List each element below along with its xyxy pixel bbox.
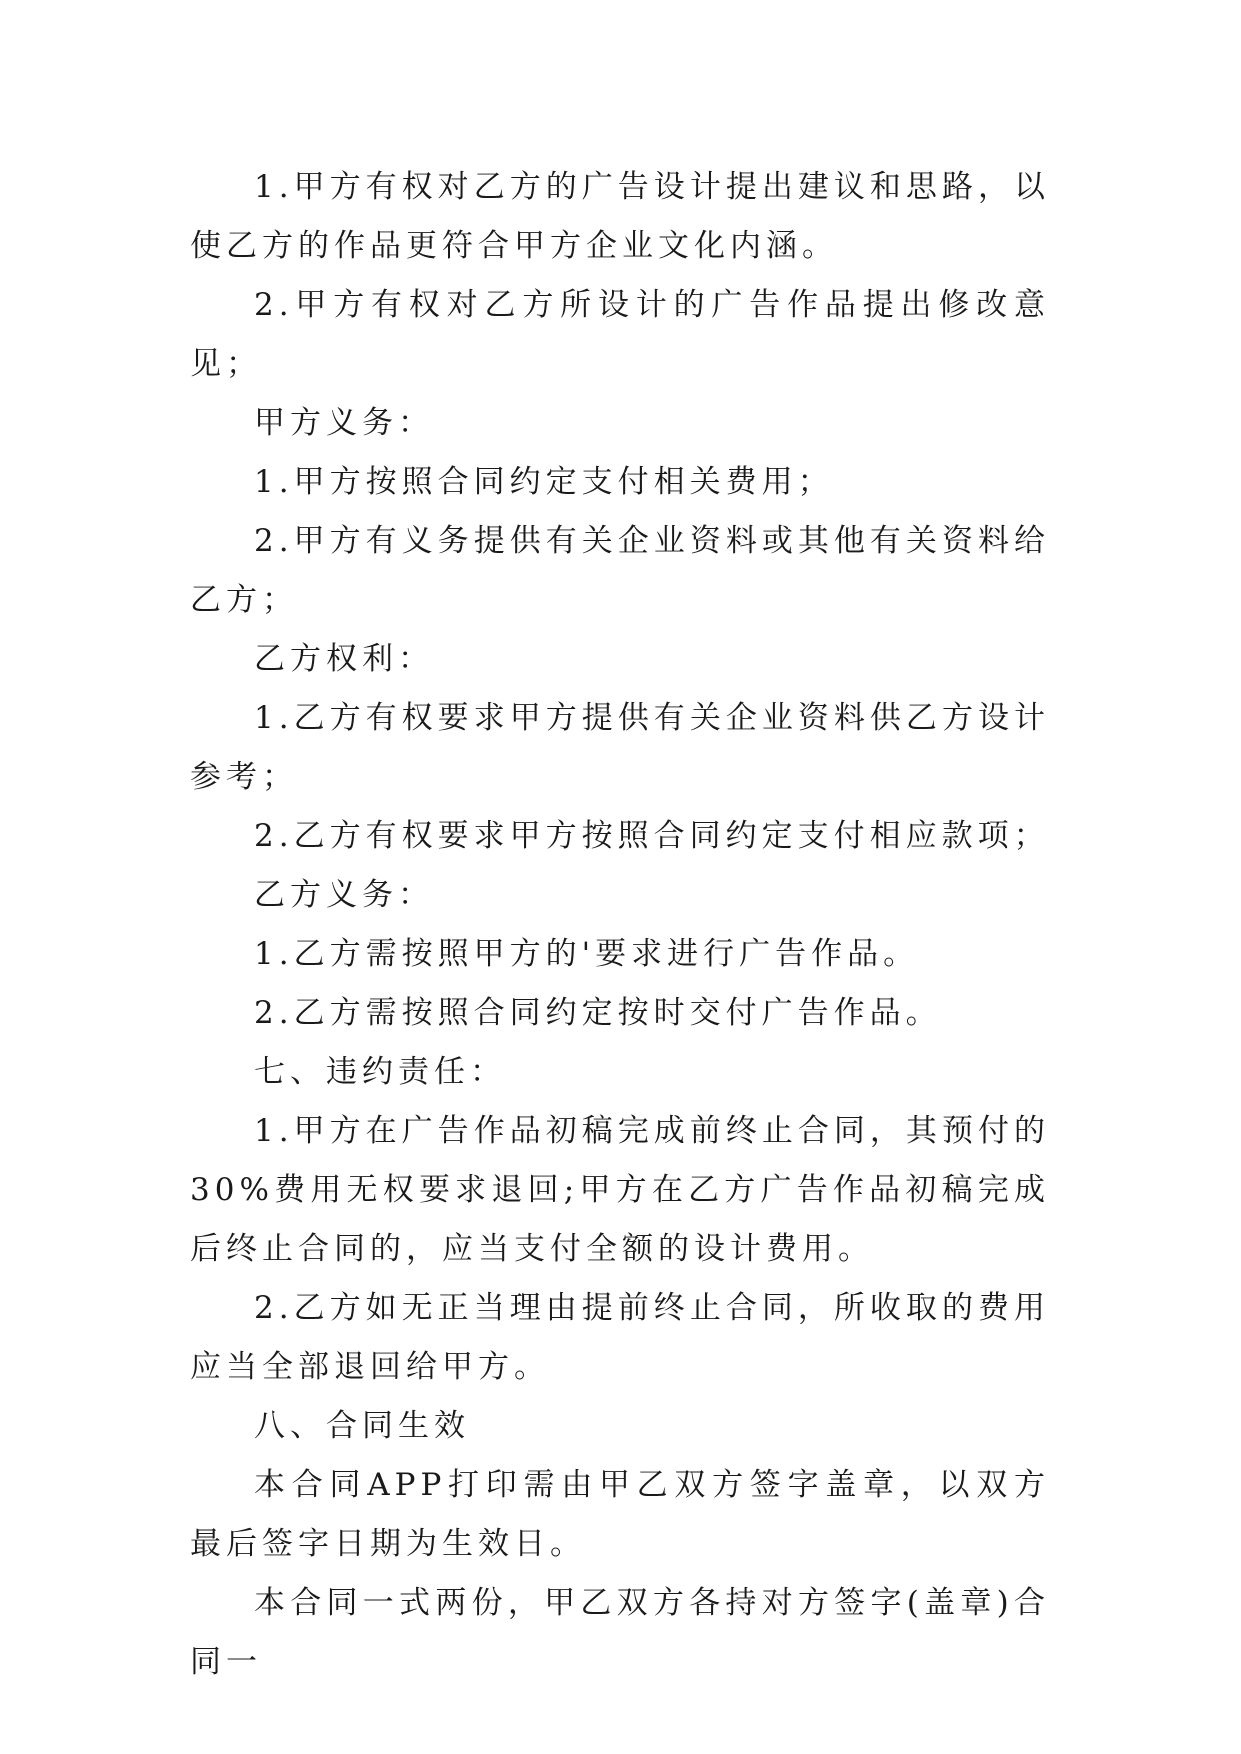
paragraph-party-a-obligation-1: 1.甲方按照合同约定支付相关费用； <box>254 464 834 500</box>
heading-party-a-obligations: 甲方义务： <box>254 405 434 441</box>
paragraph-breach-2: 2.乙方如无正当理由提前终止合同，所收取的费用应当全部退回给甲方。 <box>190 1290 1050 1385</box>
document-body <box>190 158 1050 1692</box>
paragraph-party-a-right-1: 1.甲方有权对乙方的广告设计提出建议和思路，以使乙方的作品更符合甲方企业文化内涵。 <box>190 169 1050 264</box>
paragraph-party-b-obligation-2: 2.乙方需按照合同约定按时交付广告作品。 <box>254 995 942 1031</box>
heading-party-b-obligations: 乙方义务： <box>254 877 434 913</box>
paragraph-breach-1: 1.甲方在广告作品初稿完成前终止合同，其预付的30%费用无权要求退回;甲方在乙方广告作品初稿完成后终止合同的，应当支付全额的设计费用。 <box>190 1113 1050 1267</box>
paragraph-party-b-obligation-1: 1.乙方需按照甲方的'要求进行广告作品。 <box>254 936 920 972</box>
paragraph-party-b-right-1: 1.乙方有权要求甲方提供有关企业资料供乙方设计参考； <box>190 700 1050 795</box>
heading-breach-liability: 七、违约责任： <box>254 1054 506 1090</box>
paragraph-party-a-right-2: 2.甲方有权对乙方所设计的广告作品提出修改意见； <box>190 287 1050 382</box>
paragraph-party-b-right-2: 2.乙方有权要求甲方按照合同约定支付相应款项； <box>254 818 1050 854</box>
heading-party-b-rights: 乙方权利： <box>254 641 434 677</box>
paragraph-effect-1: 本合同APP打印需由甲乙双方签字盖章，以双方最后签字日期为生效日。 <box>190 1467 1050 1562</box>
paragraph-effect-2: 本合同一式两份，甲乙双方各持对方签字(盖章)合同一 <box>190 1585 1050 1680</box>
heading-contract-effect: 八、合同生效 <box>254 1408 470 1444</box>
paragraph-party-a-obligation-2: 2.甲方有义务提供有关企业资料或其他有关资料给乙方； <box>190 523 1050 618</box>
